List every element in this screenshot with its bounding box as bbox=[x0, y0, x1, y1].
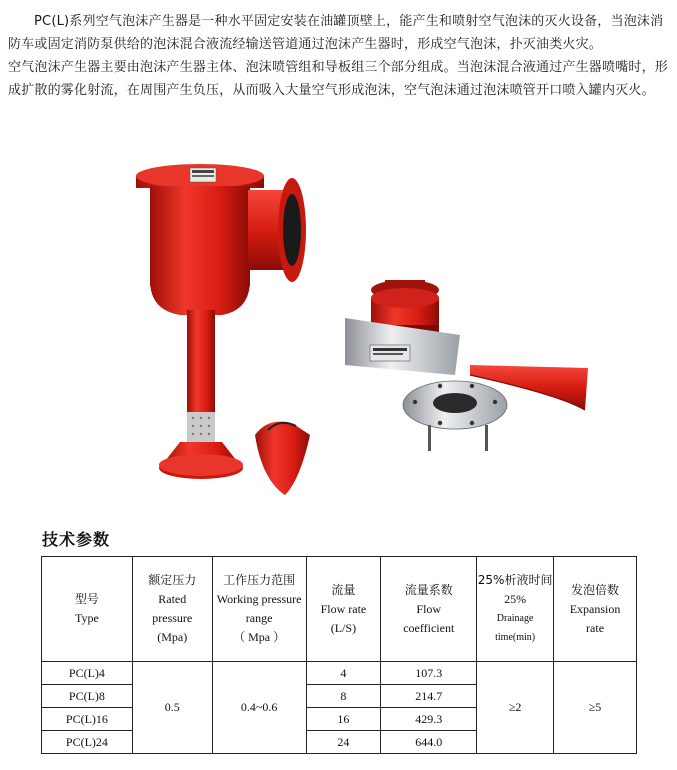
header-flow-coefficient bbox=[381, 557, 477, 662]
header-working-pressure-en: Working pressure bbox=[216, 592, 302, 606]
cell-rated-pressure: 0.5 bbox=[132, 662, 212, 754]
spec-table bbox=[41, 556, 637, 754]
header-rated-pressure-unit: (Mpa) bbox=[157, 630, 188, 644]
header-expansion-rate-en: Expansion bbox=[569, 601, 621, 616]
header-drainage-time bbox=[477, 557, 554, 662]
cell-flow-rate: 8 bbox=[306, 685, 381, 708]
header-drainage-time-en2: Drainage time(min) bbox=[495, 613, 536, 643]
table-header-row bbox=[42, 557, 637, 662]
header-flow-coefficient-zh: 流量系数 bbox=[404, 582, 453, 597]
header-type-zh: 型号 bbox=[74, 592, 99, 606]
header-flow-rate-unit: (L/S) bbox=[330, 620, 357, 635]
header-expansion-rate-en2: rate bbox=[586, 620, 605, 635]
header-working-pressure-en2: range bbox=[245, 611, 273, 625]
header-rated-pressure bbox=[132, 557, 212, 662]
cell-expansion-rate: ≥5 bbox=[554, 662, 637, 754]
cell-type: PC(L)8 bbox=[42, 685, 133, 708]
header-drainage-time-en: 25% bbox=[504, 592, 527, 606]
header-flow-rate bbox=[306, 557, 381, 662]
header-rated-pressure-en: Rated bbox=[158, 592, 187, 606]
foam-generator-illustration bbox=[0, 150, 677, 510]
cell-flow-rate: 24 bbox=[306, 731, 381, 754]
intro-text bbox=[8, 10, 670, 102]
header-drainage-time-zh: 25%析液时间 bbox=[477, 573, 553, 587]
header-working-pressure-unit: （ Mpa ） bbox=[233, 630, 286, 644]
intro-paragraph-1-text: PC(L)系列空气泡沫产生器是一种水平固定安装在油罐顶壁上，能产生和喷射空气泡沫的灭火设备，当泡沫消防车或固定消防泵供给的泡沫混合液流经输送管道通过泡沫产生器时，形成空气泡沫，扑灭油类火灾。 bbox=[8, 14, 664, 52]
header-working-pressure-zh: 工作压力范围 bbox=[223, 573, 296, 587]
header-flow-rate-en: Flow rate bbox=[320, 601, 367, 616]
intro-paragraph-2: 空气泡沫产生器主要由泡沫产生器主体、泡沫喷管组和导板组三个部分组成。当泡沫混合液通过产生器喷嘴时，形成扩散的雾化射流，在周围产生负压，从而吸入大量空气形成泡沫，空气泡沫通过泡沫喷管开口喷入罐内灭火。 bbox=[8, 60, 669, 98]
header-flow-coefficient-en: Flow bbox=[416, 601, 442, 616]
section-title: 技术参数 bbox=[42, 530, 111, 549]
cell-working-range: 0.4~0.6 bbox=[212, 662, 306, 754]
product-photos bbox=[0, 150, 677, 510]
header-flow-coefficient-en2: coefficient bbox=[403, 620, 455, 635]
header-flow-rate-zh: 流量 bbox=[331, 582, 356, 597]
cell-flow-rate: 16 bbox=[306, 708, 381, 731]
table-row bbox=[42, 662, 637, 685]
deflector-piece-left bbox=[255, 422, 310, 495]
cell-type: PC(L)16 bbox=[42, 708, 133, 731]
header-working-pressure bbox=[212, 557, 306, 662]
header-expansion-rate bbox=[554, 557, 637, 662]
header-rated-pressure-en2: pressure bbox=[152, 611, 193, 625]
cell-type: PC(L)4 bbox=[42, 662, 133, 685]
cell-flow-coefficient: 429.3 bbox=[381, 708, 477, 731]
cell-flow-rate: 4 bbox=[306, 662, 381, 685]
header-rated-pressure-zh: 额定压力 bbox=[148, 573, 197, 587]
cell-flow-coefficient: 107.3 bbox=[381, 662, 477, 685]
cell-flow-coefficient: 644.0 bbox=[381, 731, 477, 754]
cell-flow-coefficient: 214.7 bbox=[381, 685, 477, 708]
header-expansion-rate-zh: 发泡倍数 bbox=[571, 582, 620, 597]
header-type bbox=[42, 557, 133, 662]
cell-drainage-time: ≥2 bbox=[477, 662, 554, 754]
intro-paragraph-1 bbox=[8, 10, 670, 56]
cell-type: PC(L)24 bbox=[42, 731, 133, 754]
header-type-en: Type bbox=[75, 611, 99, 625]
